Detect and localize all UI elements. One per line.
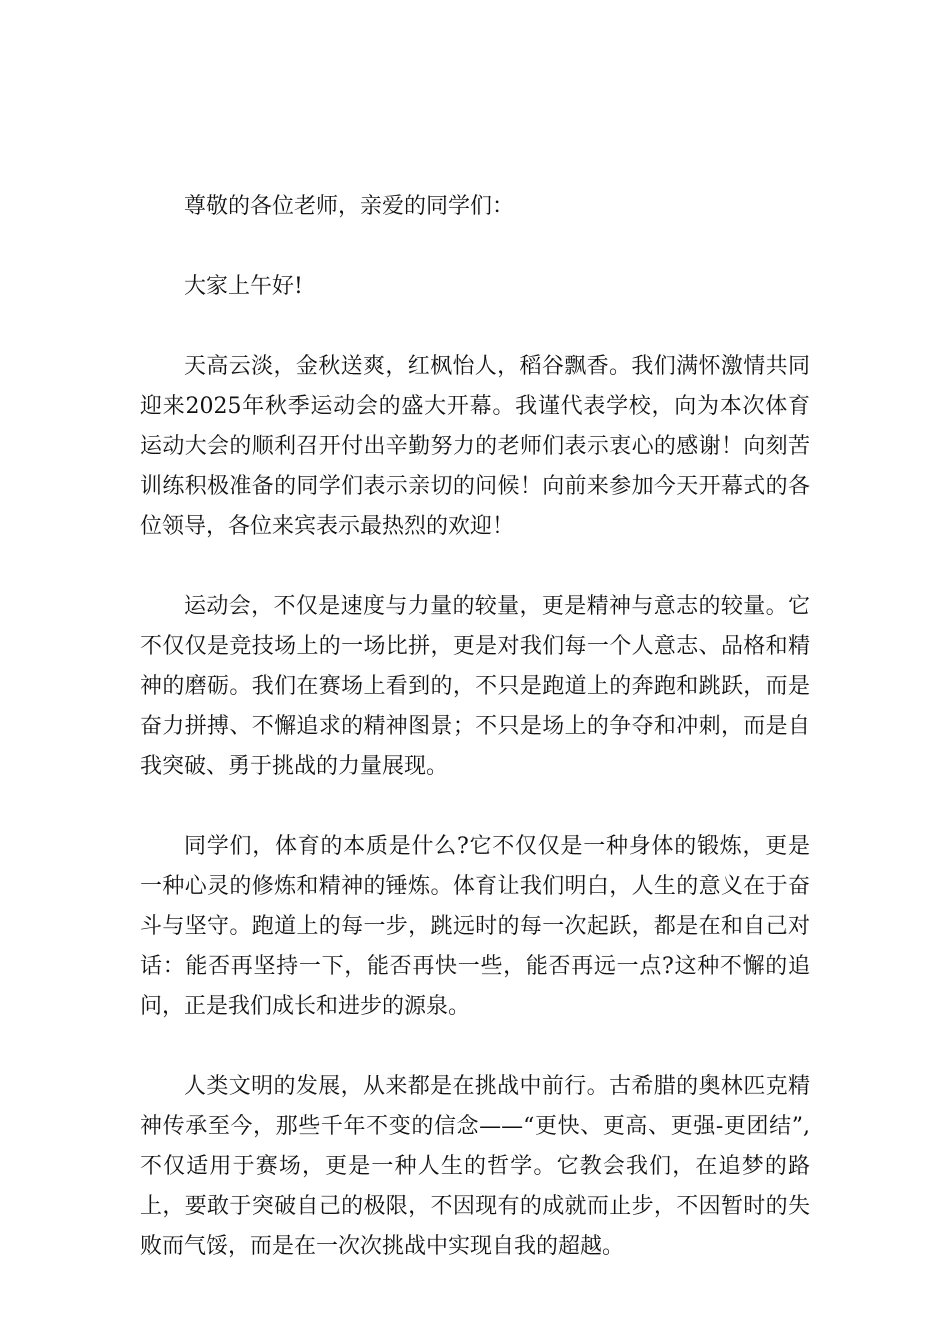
paragraph-1: 天高云淡，金秋送爽，红枫怡人，稻谷飘香。我们满怀激情共同迎来2025年秋季运动会的盛大开幕。我谨代表学校，向为本次体育运动大会的顺利召开付出辛勤努力的老师们表示衷心的感谢！向刻苦训练积极准备的同学们表示亲切的问候！向前来参加今天开幕式的各位领导，各位来宾表示最热烈的欢迎！ [140,354,810,539]
greeting-line: 大家上午好! [184,274,303,299]
document-body [140,187,810,1307]
paragraph-2: 运动会，不仅是速度与力量的较量，更是精神与意志的较量。它不仅仅是竞技场上的一场比拼，更是对我们每一个人意志、品格和精神的磨砺。我们在赛场上看到的，不只是跑道上的奔跑和跳跃，而是奋力拼搏、不懈追求的精神图景；不只是场上的争夺和冲刺，而是自我突破、勇于挑战的力量展现。 [140,594,810,779]
paragraph-4: 人类文明的发展，从来都是在挑战中前行。古希腊的奥林匹克精神传承至今，那些千年不变的信念——“更快、更高、更强-更团结”,不仅适用于赛场，更是一种人生的哲学。它教会我们，在追梦的路上，要敢于突破自己的极限，不因现有的成就而止步，不因暂时的失败而气馁，而是在一次次挑战中实现自我的超越。 [140,1074,810,1259]
paragraph-3: 同学们，体育的本质是什么?它不仅仅是一种身体的锻炼，更是一种心灵的修炼和精神的锤炼。体育让我们明白，人生的意义在于奋斗与坚守。跑道上的每一步，跳远时的每一次起跃，都是在和自己对话：能否再坚持一下，能否再快一些，能否再远一点?这种不懈的追问，正是我们成长和进步的源泉。 [140,834,810,1019]
salutation-line: 尊敬的各位老师，亲爱的同学们： [184,194,515,219]
